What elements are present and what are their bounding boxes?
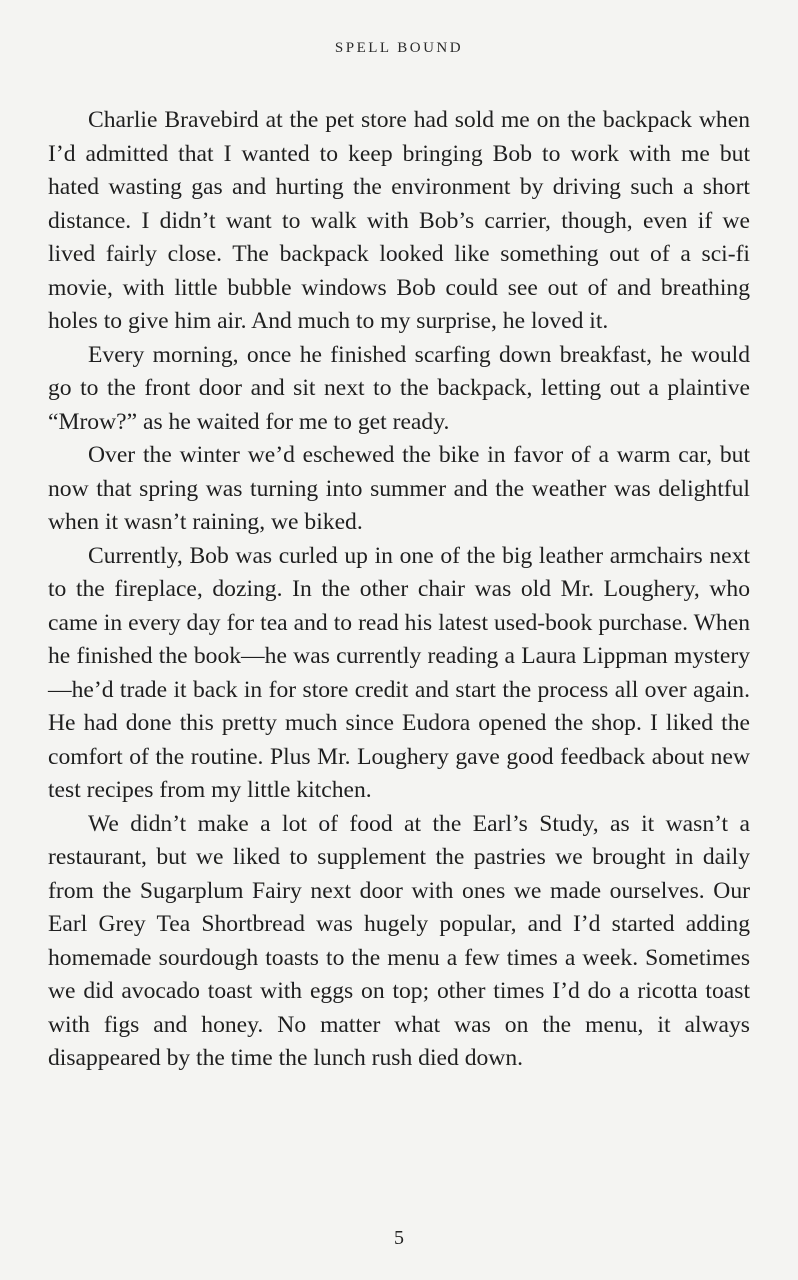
paragraph-3: Over the winter we’d eschewed the bike in favor of a warm car, but now that spring was turning into summer and the weather was delightful when it wasn’t raining, we biked.: [48, 442, 750, 535]
paragraph-1: Charlie Bravebird at the pet store had sold me on the backpack when I’d admitted that I wanted to keep bringing Bob to work with me but hated wasting gas and hurting the environment by driving such a short distance. I didn’t want to walk with Bob’s carrier, though, even if we lived fairly close. The backpack looked like something out of a sci-fi movie, with little bubble windows Bob could see out of and breathing holes to give him air. And much to my surprise, he loved it.: [48, 107, 750, 334]
body-text: [48, 104, 750, 1076]
paragraph-4: Currently, Bob was curled up in one of the big leather armchairs next to the fireplace, dozing. In the other chair was old Mr. Loughery, who came in every day for tea and to read his latest used-book purchase. When he finished the book—he was currently reading a Laura Lippman mystery—he’d trade it back in for store credit and start the process all over again. He had done this pretty much since Eudora opened the shop. I liked the comfort of the routine. Plus Mr. Loughery gave good feedback about new test recipes from my little kitchen.: [48, 542, 750, 803]
page-number: 5: [394, 1227, 404, 1249]
paragraph-5: We didn’t make a lot of food at the Earl’s Study, as it wasn’t a restaurant, but we liked to supplement the pastries we brought in daily from the Sugarplum Fairy next door with ones we made ourselves. Our Earl Grey Tea Shortbread was hugely popular, and I’d started adding homemade sourdough toasts to the menu a few times a week. Sometimes we did avocado toast with eggs on top; other times I’d do a ricotta toast with figs and honey. No matter what was on the menu, it always disappeared by the time the lunch rush died down.: [48, 810, 750, 1071]
running-head-title: SPELL BOUND: [334, 40, 464, 56]
paragraph-2: Every morning, once he finished scarfing down breakfast, he would go to the front door and sit next to the backpack, letting out a plaintive “Mrow?” as he waited for me to get ready.: [48, 341, 750, 435]
